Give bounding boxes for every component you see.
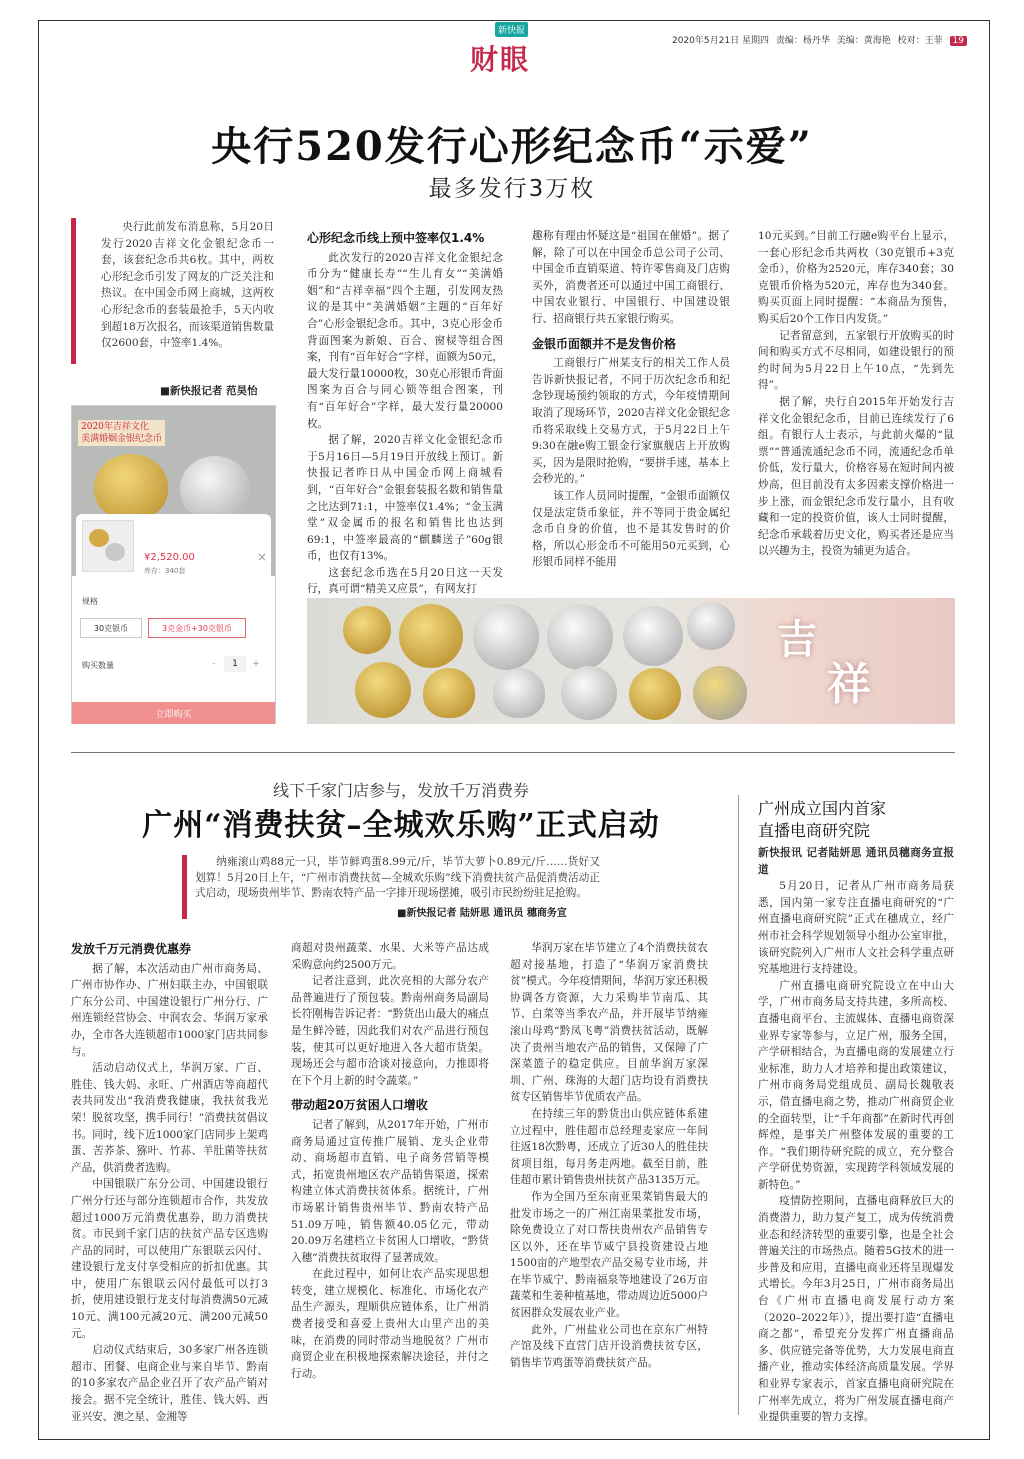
lead-heading-2: 金银币面额并不是发售价格 (532, 336, 677, 351)
second-col1-para-2: 活动启动仪式上，华润万家、广百、胜佳、钱大妈、永旺、广州酒店等商超代表共同发出“我消费我健康，我扶贫我光荣！脱贫攻坚，携手同行！”消费扶贫倡议书。同时，线下近1000家门店同步上架鸡蛋、苦荞茶、猕叶、竹荪、羊肚菌等扶贫产品，供消费者选购。 (71, 1062, 268, 1174)
sku-thumbnail (82, 520, 134, 572)
editor: 责编：杨丹华 (775, 36, 830, 46)
second-col2-para-3: 记者了解到，从2017年开始，广州市商务局通过宣传推广展销、龙头企业带动、商场超市直销、电子商务营销等模式，拓宽贵州地区农产品销售渠道，探索构建立体式消费扶贫体系。据统计，广州市场累计销售贵州毕节、黔南农特产品51.09万吨，销售额40.05亿元，带动20.09万名建档立卡贫困人口增收，“黔货入穗”消费扶贫取得了显著成效。 (291, 1118, 489, 1264)
lead-col3-para-2: 记者留意到，五家银行开放购买的时间和购买方式不尽相同，如建设银行的预约时间为5月22日上午10点，“先到先得”。 (758, 329, 954, 392)
lead-col1-para-1: 此次发行的2020吉祥文化金银纪念币分为“健康长寿”“生儿育女”“美满婚姻”和“吉祥幸福”四个主题，引发网友热议的是其中“美满婚姻”主题的“百年好合”心形金银纪念币。其中，3克心形金币背面图案为新娘、百合、窗棂等组合图案，刊有“百年好合”字样，面额为50元，最大发行量10000枚，30克心形银币背面图案为百合与同心锁等组合图案，刊有“百年好合”字样，最大发行量20000枚。 (307, 251, 503, 430)
second-col3-para-2: 在持续三年的黔货出山供应链体系建立过程中，胜佳超市总经理麦家应一年间往返18次黔粤，还成立了近30人的胜佳扶贫项目组，每月务走两地。截至目前，胜佳超市累计销售贵州扶贫产品3135万元。 (510, 1107, 708, 1187)
header-info (672, 33, 967, 46)
lead-column-2 (532, 228, 730, 590)
close-icon[interactable]: × (257, 550, 268, 564)
lead-headline: 央行520发行心形纪念币“示爱” (211, 123, 813, 170)
coin-3 (473, 604, 539, 670)
lead-column-3 (758, 228, 954, 590)
proofreader: 校对：王菲 (897, 36, 943, 46)
second-col1-para-1: 据了解，本次活动由广州市商务局、广州市协作办、广州妇联主办，中国银联广东分公司、中国建设银行广州分行、广州连锁经营协会、中润农会、华润万家承办，全市各大连锁超市1000家门店共同参与。 (71, 962, 268, 1058)
phone-mockup (71, 405, 276, 724)
quantity-plus-button[interactable]: + (252, 659, 260, 669)
coin-9 (493, 668, 545, 718)
quantity-label: 购买数量 (82, 661, 114, 670)
lead-summary: 央行此前发布消息称，5月20日发行2020吉祥文化金银纪念币一套，该套纪念币共6枚。其中，两枚心形纪念币引发了网友的广泛关注和热议。在中国金币网上商城，这两枚心形纪念币的套装最抢手，5天内收到超18万次报名，而该渠道销售数量仅2600套，中签率1.4%。 (101, 221, 274, 350)
banner-line-2: 美满婚姻金银纪念币 (81, 434, 163, 444)
second-byline: ■新快报记者 陆妍思 通讯员 穗商务宣 (397, 908, 567, 919)
summary-accent-bar (71, 218, 76, 364)
lead-column-1 (307, 226, 503, 596)
gold-coin (94, 454, 168, 520)
sku-price: ¥2,520.00 (144, 552, 195, 563)
lead-subheadline: 最多发行3万枚 (428, 176, 596, 202)
coin-11 (629, 668, 681, 720)
lead-col3-para-1: 10元买到。”目前工行融e购平台上显示，一套心形纪念币共两枚（30克银币+3克金币），价格为2520元，库存340套；30克银币价格为520元，库存也为340套。购买页面上同时提醒：“本商品为预售，购买后20个工作日内发货。” (758, 230, 954, 325)
lead-col2-para-3: 该工作人员同时提醒，“金银币面额仅仅是法定货币象征，并不等同于贵金属纪念币自身的价值，也不是其发售时的价格，所以心形金币不可能用50元买到，心形银币同样不能用 (532, 489, 730, 569)
buy-now-button[interactable]: 立即购买 (72, 702, 275, 724)
coin-8 (423, 668, 475, 718)
second-kicker: 线下千家门店参与，发放千万消费券 (272, 781, 529, 800)
second-heading-1: 发放千万元消费优惠券 (71, 942, 192, 956)
lead-col1-para-3: 这套纪念币选在5月20日这一天发行，真可谓“精美又应景”，有网友打 (307, 566, 503, 596)
sidebar-column (758, 845, 954, 1424)
coin-4 (547, 604, 613, 670)
section-title: 财眼 (470, 43, 531, 76)
sidebar-para-1: 5月20日，记者从广州市商务局获悉，国内第一家专注直播电商研究的“广州直播电商研究院”正式在穗成立，经广州市社会科学规划领导小组办公室审批，该研究院列入广州市人文社会科学重点研究基地进行支持建设。 (758, 880, 954, 976)
coin-6 (687, 602, 735, 650)
quantity-value[interactable]: 1 (224, 656, 246, 672)
coin-1 (343, 606, 391, 654)
second-col3-para-4: 此外，广州盐业公司也在京东广州特产馆及线下直营门店开设消费扶贫专区，销售毕节鸡蛋等消费扶贫产品。 (510, 1323, 708, 1369)
banner-line-1: 2020年吉祥文化 (81, 422, 149, 432)
silver-coin (180, 456, 250, 520)
sidebar-byline: 新快报讯 记者陆妍思 通讯员穗商务宣报道 (758, 847, 954, 876)
sidebar-para-3: 疫情防控期间，直播电商释放巨大的消费潜力，助力复产复工，成为传统消费业态和经济转型的重要引擎，也是全社会普遍关注的市场热点。随着5G技术的进一步普及和应用，直播电商业还将呈现爆发式增长。今年3月25日，广州市商务局出台《广州市直播电商发展行动方案（2020–2022年）》，提出要打造“直播电商之都”，希望充分发挥广州直播商品多、供应链完备等优势，大力发展电商直播产业，推动实体经济高质量发展。学界和业界专家表示，首家直播电商研究院在广州率先成立，将为广州发展直播电商产业提供重要的智力支撑。 (758, 1195, 954, 1424)
brand-badge: 新快报 (495, 22, 528, 37)
second-col2-para-4: 在此过程中，如何让农产品实现思想转变，建立规模化、标准化、市场化农产品生产源头，理顺供应链体系，让广州消费者接受和喜爱上贵州大山里产出的美味，在消费的同时带动当地脱贫？广州市商贸企业在积极地探索解决途径，并付之行动。 (291, 1268, 489, 1380)
lead-col1-para-2: 据了解，2020吉祥文化金银纪念币于5月16日—5月19日开放线上预订。新快报记者昨日从中国金币网上商城看到，“百年好合”金银套装报名数和销售量之比达到71:1，中签率仅1.4%；“金玉满堂”双金属币的报名和销售比也达到69:1，中签率最高的“麒麟送子”60g银币，也仅有13%。 (307, 434, 503, 563)
coin-10 (561, 666, 617, 720)
second-col3-para-3: 作为全国乃至东南亚果菜销售最大的批发市场之一的广州江南果菜批发市场，除免费设立了对口帮扶贵州农产品销售专区以外，还在毕节威宁县投资建设占地1500亩的产地型农产品交易专业市场，并在毕节威宁、黔南福泉等地建设了26万亩蔬菜和生姜种植基地，带动周边近5000户贫困群众发展农业产业。 (510, 1190, 708, 1320)
lead-byline: ■新快报记者 范昊怡 (160, 385, 258, 397)
second-col1-para-3: 中国银联广东分公司、中国建设银行广州分行还与部分连锁超市合作，共发放超过1000万元消费优惠券，助力消费扶贫。市民到千家门店的扶贫产品专区选购产品的同时，可以使用广东银联云闪付、建设银行龙支付享受相应的折扣优惠。其中，使用广东银联云闪付最低可以打3折，使用建设银行龙支付每消费满50元减10元、满100元减20元、满200元减50元。 (71, 1178, 268, 1340)
banner-label (78, 420, 165, 446)
designer: 美编：黄海艳 (836, 36, 891, 46)
option-gold-silver-button[interactable]: 3克金币+30克银币 (148, 618, 246, 638)
thumb-silver-coin (105, 543, 125, 561)
coin-12 (693, 666, 747, 720)
coin-banner (307, 598, 955, 724)
second-accent-bar (182, 855, 187, 919)
sidebar-headline (758, 798, 954, 842)
lead-col3-para-3: 据了解，央行自2015年开始发行吉祥文化金银纪念币，目前已连续发行了6组。有银行人士表示，与此前火爆的“鼠票”“普通流通纪念币不同，流通纪念币单价低，发行量大，价格容易在短时间内被炒高，但目前没有太多因素支撑价格进一步上涨，而金银纪念币发行量小，且有收藏和一定的投资价值，该人士同时提醒，纪念币承载着历史文化，购买者还是应当以兴趣为主，投资为辅更为适合。 (758, 395, 954, 558)
banner-char-2: 祥 (827, 659, 871, 710)
page-number: 19 (950, 36, 967, 46)
lead-col2-para-2: 工商银行广州某支行的相关工作人员告诉新快报记者，不同于历次纪念币和纪念钞现场预约领取的方式，今年疫情期间取消了现场环节，2020吉祥文化金银纪念币将采取线上交易方式，于5月22日上午9:30在融e购工银金行家旗舰店上开放购买，因为是限时抢购，“要拼手速，基本上会秒光的。” (532, 357, 730, 486)
coin-2 (399, 604, 463, 668)
second-col3-para-1: 华润万家在毕节建立了4个消费扶贫农超对接基地，打造了“华润万家消费扶贫”模式。今年疫情期间，华润万家还积极协调各方资源，大力采购毕节南瓜、其节、白菜等当季农产品，并开展毕节纳雍滚山母鸡“黔凤飞粤”消费扶贫活动，既解决了贵州当地农产品的销售，又保障了广深菜篮子的稳定供应。目前华润万家深圳、广州、珠海的大超门店均设有消费扶贫专区销售毕节优质农产品。 (510, 942, 708, 1104)
quantity-minus-button[interactable]: - (212, 659, 216, 669)
option-silver-button[interactable]: 30克银币 (80, 618, 142, 638)
sidebar-para-2: 广州直播电商研究院设立在中山大学，广州市商务局支持共建，多所高校、直播电商平台、主流媒体、直播电商资深业界专家等参与，立足广州，服务全国，产学研相结合，为直播电商的发展建立行业标准，助力人才培养和提出政策建议，广州市商务局党组成员、副局长魏敬表示，借直播电商之势，推动广州商贸企业的全面转型，让“千年商都”在新时代再创辉煌，是事关广州整体发展的重要的工作。“我们期待研究院的成立，充分整合产学研优势资源，实现跨学科领域发展的新特色。” (758, 979, 954, 1191)
date-info: 2020年5月21日 星期四 (672, 36, 769, 46)
second-col2-para-1: 商超对贵州蔬菜、水果、大米等产品达成采购意向约2500万元。 (291, 942, 489, 971)
thumb-gold-coin (89, 529, 109, 547)
second-column-2 (291, 940, 489, 1418)
lead-col2-para-1: 趣称有理由怀疑这是“祖国在催婚”。据了解，除了可以在中国金币总公司子公司、中国金币直销渠道、特许零售商及门店购买外，消费者还可以通过中国工商银行、中国农业银行、中国银行、中国建设银行、招商银行共五家银行购买。 (532, 230, 730, 325)
second-column-1 (71, 937, 268, 1423)
sku-panel (76, 514, 271, 723)
second-headline: 广州“消费扶贫–全城欢乐购”正式启动 (142, 808, 660, 843)
sidebar-rule (738, 795, 739, 1415)
second-heading-2: 带动超20万贫困人口增收 (291, 1098, 428, 1113)
spec-label: 规格 (82, 597, 98, 606)
coin-5 (623, 606, 683, 666)
second-col1-para-4: 启动仪式结束后，30多家广州各连锁超市、团餐、电商企业与来自毕节、黔南的10多家农产品企业召开了农产品产销对接会。据不完全统计，胜佳、钱大妈、西亚兴安、澳之星、金湘等 (71, 1344, 268, 1423)
sidebar-headline-line-1: 广州成立国内首家 (758, 799, 887, 818)
sku-stock: 库存：340套 (144, 567, 186, 575)
second-summary: 纳雍滚山鸡88元一只，毕节鲜鸡蛋8.99元/斤，毕节大萝卜0.89元/斤……货好又划算！5月20日上午，“广州市消费扶贫—全城欢乐购”线下消费扶贫产品促消费活动正式启动，现场贵州毕节、黔南农特产品一字排开现场摆摊，吸引市民纷纷驻足抢购。 (195, 856, 600, 900)
second-column-3 (510, 940, 708, 1418)
section-divider (71, 752, 955, 753)
coin-7 (355, 662, 411, 718)
banner-char-1: 吉 (777, 616, 817, 663)
sidebar-headline-line-2: 直播电商研究院 (758, 821, 871, 840)
masthead (470, 22, 560, 82)
lead-heading-1: 心形纪念币线上预中签率仅1.4% (307, 231, 485, 245)
second-col2-para-2: 记者注意到，此次亮相的大部分农产品普遍进行了预包装。黔南州商务局副局长符刚梅告诉记者：“黔货出山最大的痛点是生鲜冷链，因此我们对农产品进行预包装，使其可以更好地进入各大超市货架。现场还会与超市洽谈对接意向，力推即将在下个月上新的时令蔬菜。” (291, 975, 489, 1087)
